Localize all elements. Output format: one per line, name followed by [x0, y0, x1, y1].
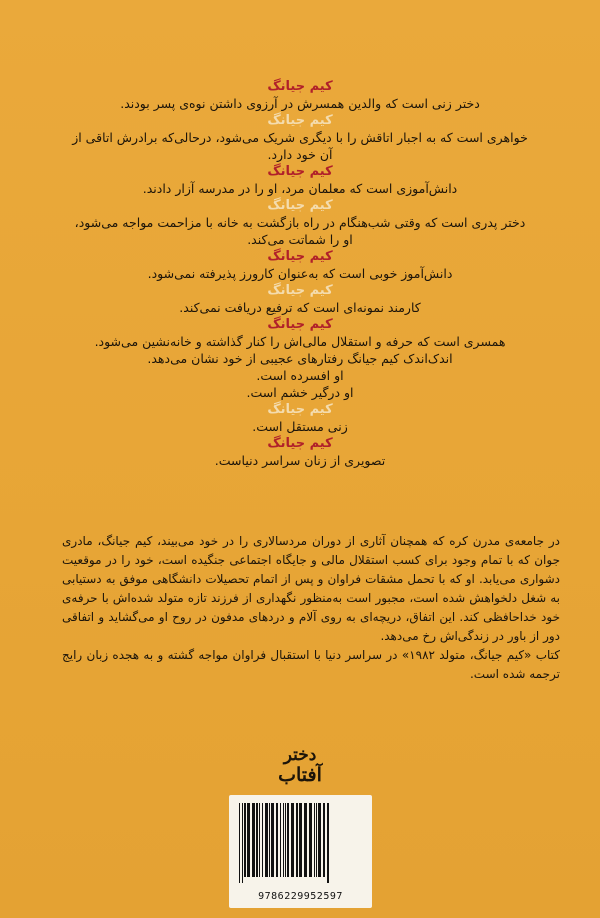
- barcode-bar: [316, 803, 317, 877]
- synopsis-paragraph: در جامعه‌ی مدرن کره که همچنان آثاری از دوران مردسالاری را در خود می‌بیند، کیم جیانگ، مادری جوان که با تمام وجود برای کسب استقلال مالی و جایگاه اجتماعی جنگیده است، خود را در موقعیت دشواری می‌یابد. او که با تحمل مشقات فراوان و پس از اتمام تحصیلات دانشگاهی موفق به دستیابی به شغل دلخواهش شده است، مجبور است به‌منظور نگهداری از فرزند تازه متولد شده‌اش با حرفه‌ی خود خداحافظی کند. این اتفاق، دریچه‌ای به روی آلام و دردهای مدفون در روح او می‌گشاید و اتفاقی دور از باور در زندگی‌اش رخ می‌دهد.: [62, 534, 560, 643]
- stanza-line: تصویری از زنان سراسر دنیاست.: [214, 453, 386, 468]
- barcode-bar: [280, 803, 281, 877]
- stanza-line: همسری است که حرفه و استقلال مالی‌اش را کنار گذاشته و خانه‌نشین می‌شود.: [94, 334, 506, 349]
- stanza-heading: کیم جیانگ: [267, 283, 333, 298]
- publisher-logo: [240, 746, 360, 786]
- stanza-line: او افسرده است.: [256, 368, 344, 383]
- publisher-logo-line1: دختر: [283, 745, 317, 765]
- stanza-line: اندک‌اندک کیم جیانگ رفتارهای عجیبی از خود نشان می‌دهد.: [147, 351, 453, 366]
- synopsis-paragraph: کتاب «کیم جیانگ، متولد ۱۹۸۲» در سراسر دنیا با استقبال فراوان مواجه گشته و به هجده زبان رایج ترجمه شده است.: [62, 648, 560, 681]
- barcode-bar: [262, 803, 263, 877]
- stanza-line: آن خود دارد.: [267, 147, 333, 162]
- stanza-heading: کیم جیانگ: [267, 249, 333, 264]
- barcode-bar: [287, 803, 289, 877]
- barcode-bar: [271, 803, 274, 877]
- stanza-line: او را شماتت می‌کند.: [247, 232, 353, 247]
- barcode-bar: [323, 803, 325, 877]
- stanza-line: دانش‌آموز خوبی است که به‌عنوان کارورز پذیرفته نمی‌شود.: [147, 266, 453, 281]
- barcode-bar: [309, 803, 312, 877]
- barcode-bar: [247, 803, 250, 877]
- barcode-bar: [318, 803, 321, 877]
- barcode-bar: [276, 803, 278, 877]
- stanza-line: زنی مستقل است.: [252, 419, 348, 434]
- barcode-bar: [265, 803, 268, 877]
- barcode-bar: [296, 803, 298, 877]
- stanza-line: او درگیر خشم است.: [246, 385, 354, 400]
- stanza-heading: کیم جیانگ: [267, 113, 333, 128]
- barcode-bar: [327, 803, 329, 883]
- stanza-line: دختر پدری است که وقتی شب‌هنگام در راه بازگشت به خانه با مزاحمت مواجه می‌شود،: [74, 215, 526, 230]
- barcode-bar: [291, 803, 294, 877]
- barcode-bar: [259, 803, 260, 877]
- barcode-bar: [299, 803, 302, 877]
- stanza-line: دختر زنی است که والدین همسرش در آرزوی داشتن نوه‌ی پسر بودند.: [120, 96, 480, 111]
- barcode-bar: [269, 803, 270, 877]
- barcode-bar: [239, 803, 240, 883]
- barcode-bar: [314, 803, 315, 877]
- barcode-bar: [283, 803, 284, 877]
- poem-block: [40, 78, 560, 469]
- publisher-logo-line2: آفتاب: [278, 764, 322, 786]
- stanza-line: دانش‌آموزی است که معلمان مرد، او را در مدرسه آزار دادند.: [142, 181, 458, 196]
- barcode-bar: [244, 803, 246, 877]
- stanza-line: کارمند نمونه‌ای است که ترفیع دریافت نمی‌کند.: [179, 300, 421, 315]
- barcode: [229, 795, 372, 908]
- stanza-heading: کیم جیانگ: [267, 402, 333, 417]
- stanza-heading: کیم جیانگ: [267, 436, 333, 451]
- barcode-bar: [256, 803, 258, 877]
- stanza-heading: کیم جیانگ: [267, 164, 333, 179]
- barcode-bar: [242, 803, 243, 883]
- barcode-bar: [252, 803, 255, 877]
- stanza-line: خواهری است که به اجبار اتاقش را با دیگری شریک می‌شود، درحالی‌که برادرش اتاقی از: [72, 130, 528, 145]
- stanza-heading: کیم جیانگ: [267, 198, 333, 213]
- synopsis: [62, 532, 560, 684]
- stanza-heading: کیم جیانگ: [267, 317, 333, 332]
- stanza-heading: کیم جیانگ: [267, 79, 333, 94]
- barcode-bars: [237, 803, 364, 885]
- barcode-bar: [285, 803, 286, 877]
- barcode-bar: [304, 803, 307, 877]
- isbn-number: 9786229952597: [258, 891, 343, 902]
